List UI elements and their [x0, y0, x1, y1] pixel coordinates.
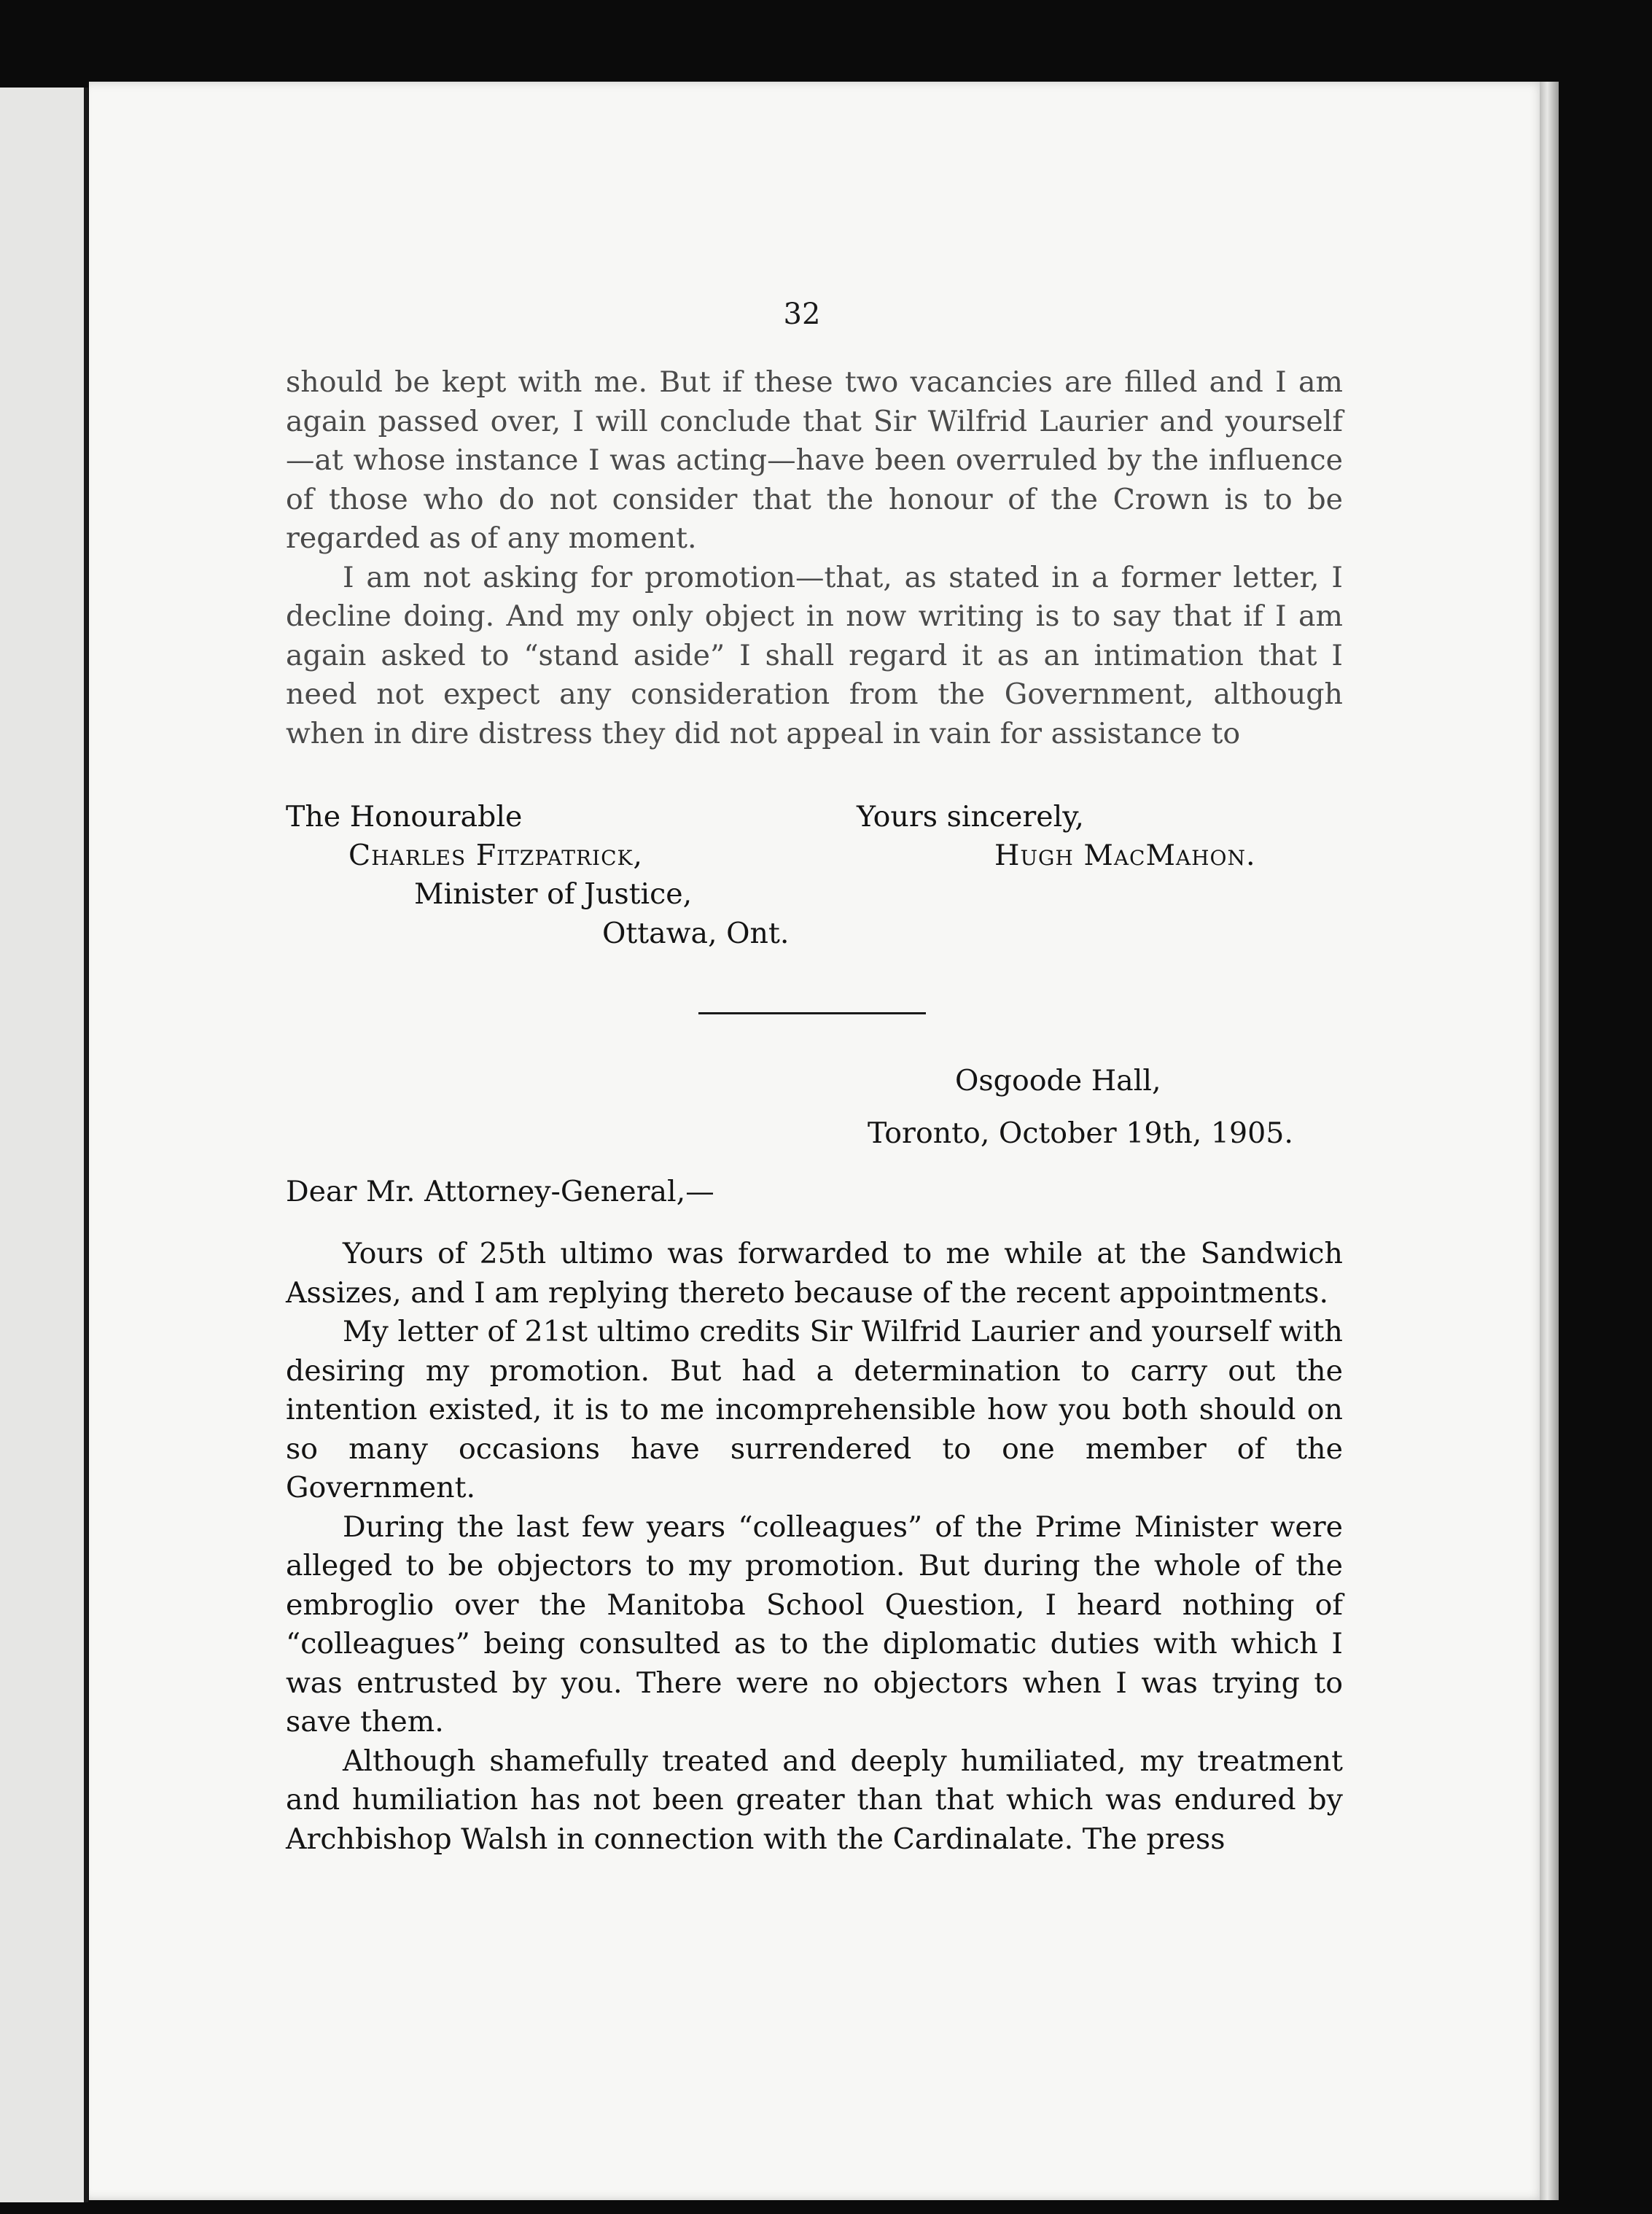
letter2-paragraph-4: Although shamefully treated and deeply humiliated, my treatment and humiliation has not been greater than that which was endured by Archbishop Walsh in connection with the Cardinalate. The press [286, 1744, 1343, 1856]
signature: Hugh MacMahon. [994, 839, 1256, 872]
addressee-title: Minister of Justice, [414, 877, 693, 911]
addressee-line-1: The Honourable [286, 800, 523, 834]
letter2-paragraph-3: During the last few years “colleagues” of the Prime Minister were alleged to be objectors to my promotion. But during the whole of the embroglio over the Manitoba School Question, I heard nothing of “colleagues” being consulted as to the diplomatic duties with which I was entrusted by you. There were no objectors when I was trying to save them. [286, 1510, 1343, 1739]
page-number: 32 [783, 298, 821, 331]
letter1-continuation-paragraph: should be kept with me. But if these two vacancies are filled and I am again passed over, I will conclude that Sir Wilfrid Laurier and yourself—at whose instance I was acting—have been overruled by the influence of those who do not consider that the honour of the Crown is to be regarded as of any moment. [286, 365, 1343, 555]
letter2-salutation: Dear Mr. Attorney-General,— [286, 1175, 714, 1208]
letter2-date: Toronto, October 19th, 1905. [868, 1116, 1293, 1150]
letter2-paragraph-2: My letter of 21st ultimo credits Sir Wilfrid Laurier and yourself with desiring my promotion. But had a determination to carry out the intention existed, it is to me incomprehensible how you both should on so many occasions have surrendered to one member of the Government. [286, 1315, 1343, 1504]
closing: Yours sincerely, [857, 800, 1084, 834]
letter2-place: Osgoode Hall, [955, 1064, 1161, 1098]
section-divider [698, 1012, 926, 1014]
letter2-body [286, 1235, 1343, 1859]
letter2-paragraph-1: Yours of 25th ultimo was forwarded to me while at the Sandwich Assizes, and I am replying thereto because of the recent appointments. [286, 1237, 1343, 1310]
addressee-name: Charles Fitzpatrick, [348, 839, 643, 872]
page-edge-shadow [1540, 82, 1559, 2200]
facing-page-edge [0, 88, 88, 2202]
addressee-city: Ottawa, Ont. [602, 917, 790, 950]
letter1-body [286, 363, 1343, 753]
letter1-paragraph-2: I am not asking for promotion—that, as stated in a former letter, I decline doing. And my only object in now writing is to say that if I am again asked to “stand aside” I shall regard it as an intimation that I need not expect any consideration from the Government, although when in dire distress they did not appeal in vain for assistance to [286, 560, 1343, 750]
